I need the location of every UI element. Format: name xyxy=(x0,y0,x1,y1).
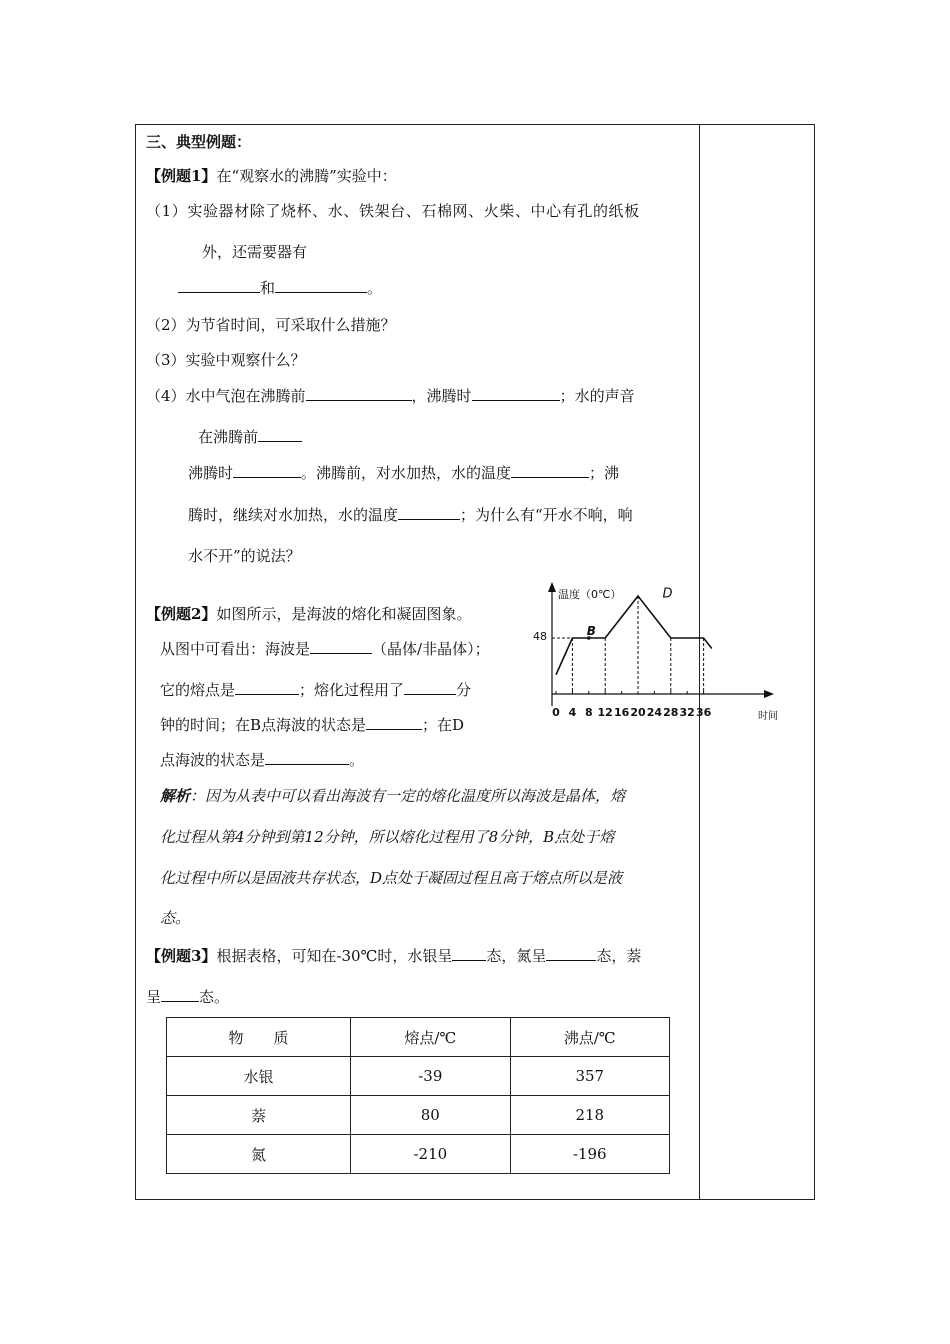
answer-blank[interactable] xyxy=(546,946,596,961)
table-cell: 萘 xyxy=(167,1096,351,1135)
x-tick-label: 8 xyxy=(584,706,593,719)
y-axis-label: 温度（0℃） xyxy=(558,588,622,601)
x-tick-label: 20 xyxy=(630,706,646,719)
point-b-label: B xyxy=(586,624,596,638)
q4-line5: 水不开”的说法？ xyxy=(188,547,301,565)
example2-tag: 【例题2】 xyxy=(146,605,217,623)
answer-blank[interactable] xyxy=(511,463,589,478)
table-cell: -210 xyxy=(351,1135,510,1174)
y-tick-label: 48 xyxy=(533,630,547,643)
answer-blank[interactable] xyxy=(275,278,367,293)
section-title: 三、典型例题： xyxy=(146,133,252,151)
q4-line1: （4）水中气泡在沸腾前 ，沸腾时 ；水的声音 xyxy=(146,387,635,405)
table-header-cell: 熔点/℃ xyxy=(351,1018,510,1057)
y-axis-arrow xyxy=(548,582,556,592)
x-tick-label: 4 xyxy=(568,706,577,719)
table-cell: 水银 xyxy=(167,1057,351,1096)
answer-blank[interactable] xyxy=(306,386,412,401)
table-cell: -196 xyxy=(510,1135,669,1174)
example3-line1: 【例题3】根据表格，可知在-30℃时，水银呈 态，氮呈 态，萘 xyxy=(146,947,642,965)
answer-blank[interactable] xyxy=(233,463,301,478)
answer-blank[interactable] xyxy=(398,505,460,520)
example2-line1: 【例题2】如图所示，是海波的熔化和凝固图象。 xyxy=(146,605,472,623)
q3: （3）实验中观察什么？ xyxy=(146,351,306,369)
example1-tag: 【例题1】 xyxy=(146,167,217,185)
table-header-row xyxy=(167,1018,670,1057)
x-tick-label: 12 xyxy=(597,706,613,719)
example2-line2: 从图中可看出：海波是 （晶体/非晶体）； xyxy=(160,640,490,658)
answer-blank[interactable] xyxy=(452,946,486,961)
answer-blank[interactable] xyxy=(310,639,372,654)
example3-tag: 【例题3】 xyxy=(146,947,217,965)
q1-line3: 和 。 xyxy=(178,278,382,298)
example2-line5: 点海波的状态是 。 xyxy=(160,751,365,769)
table-header-cell: 物 质 xyxy=(167,1018,351,1057)
table-cell: 氮 xyxy=(167,1135,351,1174)
x-tick-label: 36 xyxy=(695,706,712,719)
analysis-line1: 解析：因为从表中可以看出海波有一定的熔化温度所以海波是晶体，熔 xyxy=(160,787,626,805)
q1-line2: 外，还需要器有 xyxy=(202,243,308,261)
table-cell: 218 xyxy=(510,1096,669,1135)
x-tick-label: 32 xyxy=(679,706,695,719)
q4-line3: 沸腾时 。沸腾前，对水加热，水的温度 ；沸 xyxy=(188,464,620,482)
table-row xyxy=(167,1057,670,1096)
table-row xyxy=(167,1096,670,1135)
q1-line1: （1）实验器材除了烧杯、水、铁架台、石棉网、火柴、中心有孔的纸板 xyxy=(146,202,640,220)
answer-blank[interactable] xyxy=(366,715,422,730)
x-tick-label: 16 xyxy=(613,706,630,719)
temperature-series-line xyxy=(556,596,712,675)
table-row xyxy=(167,1135,670,1174)
answer-blank[interactable] xyxy=(258,427,302,442)
x-tick-label: 28 xyxy=(663,706,679,719)
example2-line3: 它的熔点是 ；熔化过程用了 分 xyxy=(160,681,472,699)
table-cell: 357 xyxy=(510,1057,669,1096)
q4-line4: 腾时，继续对水加热，水的温度 ；为什么有“开水不响，响 xyxy=(188,506,633,524)
point-d-label: D xyxy=(662,586,673,602)
x-tick-label: 24 xyxy=(646,706,663,719)
example2-line4: 钟的时间；在B点海波的状态是 ；在D xyxy=(160,716,465,734)
analysis-line4: 态。 xyxy=(160,909,191,927)
answer-blank[interactable] xyxy=(265,750,349,765)
answer-blank[interactable] xyxy=(404,680,456,695)
answer-blank[interactable] xyxy=(161,987,199,1002)
analysis-line2: 化过程从第4分钟到第12分钟，所以熔化过程用了8分钟，B点处于熔 xyxy=(160,828,615,846)
answer-blank[interactable] xyxy=(178,278,260,293)
melting-curve-chart xyxy=(530,578,790,726)
x-axis-arrow xyxy=(764,690,774,698)
answer-blank[interactable] xyxy=(472,386,560,401)
analysis-label: 解析 xyxy=(160,787,191,805)
table-cell: -39 xyxy=(351,1057,510,1096)
example1-intro: 【例题1】在“观察水的沸腾”实验中： xyxy=(146,167,397,185)
properties-table xyxy=(166,1017,670,1174)
x-axis-label: 时间 xyxy=(758,711,778,722)
table-cell: 80 xyxy=(351,1096,510,1135)
q4-line2: 在沸腾前 xyxy=(198,427,302,447)
example3-line2: 呈 态。 xyxy=(146,988,230,1006)
answer-blank[interactable] xyxy=(235,680,299,695)
x-tick-label: 0 xyxy=(552,706,560,719)
analysis-line3: 化过程中所以是固液共存状态，D点处于凝固过程且高于熔点所以是液 xyxy=(160,869,623,887)
q2: （2）为节省时间，可采取什么措施？ xyxy=(146,316,396,334)
table-header-cell: 沸点/℃ xyxy=(510,1018,669,1057)
